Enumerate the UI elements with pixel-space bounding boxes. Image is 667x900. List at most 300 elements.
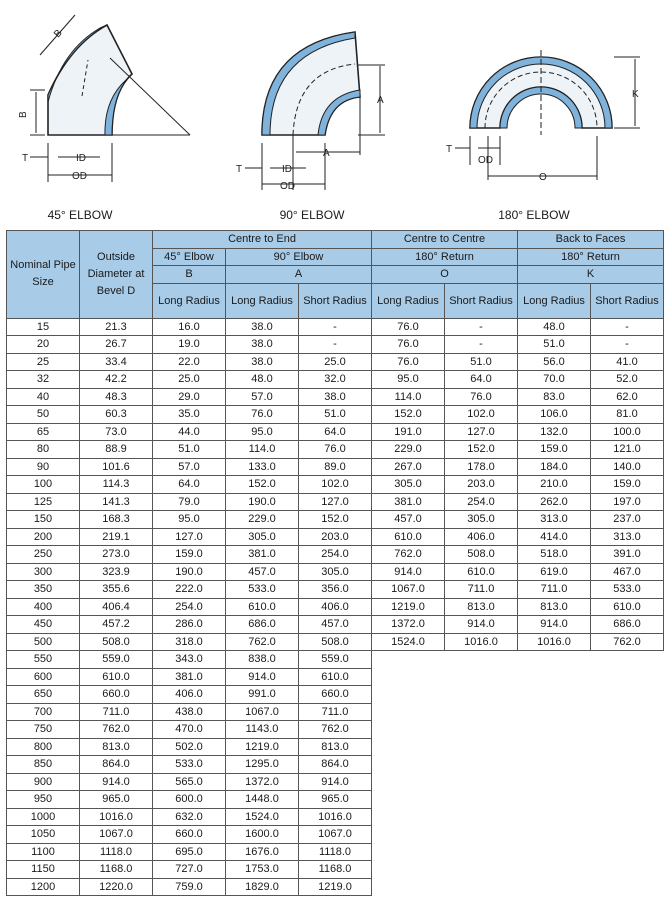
table-cell: 406.0 (445, 528, 518, 546)
table-cell: 914.0 (299, 773, 372, 791)
table-cell: 323.9 (80, 563, 153, 581)
table-cell: 711.0 (299, 703, 372, 721)
table-cell: 727.0 (153, 861, 226, 879)
table-cell: 80 (7, 441, 80, 459)
table-row (7, 423, 664, 441)
table-cell: 1753.0 (226, 861, 299, 879)
table-cell-empty (372, 808, 445, 826)
table-cell: 25 (7, 353, 80, 371)
header-90-elbow: 90° Elbow (226, 248, 372, 266)
table-row (7, 598, 664, 616)
table-cell: 90 (7, 458, 80, 476)
table-cell: 48.3 (80, 388, 153, 406)
table-cell: 114.3 (80, 476, 153, 494)
table-cell: 114.0 (372, 388, 445, 406)
table-cell: 89.0 (299, 458, 372, 476)
table-cell: 610.0 (591, 598, 664, 616)
table-cell: 502.0 (153, 738, 226, 756)
table-cell-empty (591, 651, 664, 669)
table-cell-empty (372, 738, 445, 756)
label-o: O (539, 172, 547, 183)
table-cell: 1016.0 (80, 808, 153, 826)
table-cell: 190.0 (226, 493, 299, 511)
table-cell: 60.3 (80, 406, 153, 424)
table-cell: 533.0 (226, 581, 299, 599)
table-cell: 254.0 (153, 598, 226, 616)
table-cell: 750 (7, 721, 80, 739)
table-cell: - (445, 318, 518, 336)
table-cell: 350 (7, 581, 80, 599)
table-row (7, 371, 664, 389)
table-row (7, 493, 664, 511)
table-cell: - (299, 336, 372, 354)
table-row (7, 563, 664, 581)
table-cell: 100.0 (591, 423, 664, 441)
table-cell: 559.0 (80, 651, 153, 669)
table-cell: 184.0 (518, 458, 591, 476)
table-cell: 29.0 (153, 388, 226, 406)
table-row (7, 336, 664, 354)
table-cell: 57.0 (153, 458, 226, 476)
table-cell: 632.0 (153, 808, 226, 826)
table-cell: 914.0 (226, 668, 299, 686)
table-cell: 600 (7, 668, 80, 686)
table-cell: 508.0 (80, 633, 153, 651)
table-cell: 700 (7, 703, 80, 721)
table-cell: 16.0 (153, 318, 226, 336)
table-cell: 57.0 (226, 388, 299, 406)
table-cell: 51.0 (153, 441, 226, 459)
table-cell: 914.0 (445, 616, 518, 634)
table-cell: 140.0 (591, 458, 664, 476)
table-cell: 1016.0 (445, 633, 518, 651)
table-cell: 610.0 (372, 528, 445, 546)
table-cell: 70.0 (518, 371, 591, 389)
table-cell-empty (518, 843, 591, 861)
label-a-vertical: A (377, 95, 384, 106)
table-cell: 1100 (7, 843, 80, 861)
table-row (7, 791, 664, 809)
header-short-radius: Short Radius (591, 283, 664, 318)
table-cell: 56.0 (518, 353, 591, 371)
table-cell-empty (372, 843, 445, 861)
table-cell-empty (372, 861, 445, 879)
table-cell: 22.0 (153, 353, 226, 371)
table-cell: 864.0 (299, 756, 372, 774)
table-cell: 1524.0 (372, 633, 445, 651)
table-cell: 508.0 (299, 633, 372, 651)
header-centre-to-end: Centre to End (153, 231, 372, 249)
table-cell: 762.0 (226, 633, 299, 651)
table-row (7, 843, 664, 861)
table-cell: 457.0 (299, 616, 372, 634)
table-cell: 1219.0 (226, 738, 299, 756)
table-cell: 1067.0 (226, 703, 299, 721)
header-symbol-o: O (372, 266, 518, 284)
table-cell: 813.0 (445, 598, 518, 616)
table-cell: 457.0 (372, 511, 445, 529)
table-row (7, 808, 664, 826)
table-cell: 762.0 (299, 721, 372, 739)
table-cell: 1200 (7, 878, 80, 896)
table-cell-empty (591, 756, 664, 774)
header-short-radius: Short Radius (445, 283, 518, 318)
table-cell: 1067.0 (80, 826, 153, 844)
table-cell: - (445, 336, 518, 354)
table-cell: 100 (7, 476, 80, 494)
header-180-return-o: 180° Return (372, 248, 518, 266)
table-cell: 550 (7, 651, 80, 669)
table-cell: 711.0 (80, 703, 153, 721)
table-cell: 38.0 (226, 318, 299, 336)
table-row (7, 353, 664, 371)
table-cell: 19.0 (153, 336, 226, 354)
table-cell: 610.0 (445, 563, 518, 581)
table-cell: 450 (7, 616, 80, 634)
table-cell: 305.0 (299, 563, 372, 581)
table-cell: 600.0 (153, 791, 226, 809)
table-cell: 32.0 (299, 371, 372, 389)
table-cell: 864.0 (80, 756, 153, 774)
table-cell: 127.0 (299, 493, 372, 511)
table-cell-empty (372, 651, 445, 669)
table-cell: 101.6 (80, 458, 153, 476)
table-cell-empty (518, 808, 591, 826)
table-cell: 686.0 (591, 616, 664, 634)
table-cell: 237.0 (591, 511, 664, 529)
table-cell: 152.0 (372, 406, 445, 424)
table-row (7, 616, 664, 634)
table-row (7, 738, 664, 756)
table-cell: 500 (7, 633, 80, 651)
header-symbol-k: K (518, 266, 664, 284)
table-cell-empty (591, 861, 664, 879)
table-cell: 65 (7, 423, 80, 441)
table-row (7, 826, 664, 844)
table-cell: 152.0 (299, 511, 372, 529)
elbow-diagrams (0, 0, 667, 208)
table-cell: 38.0 (226, 353, 299, 371)
table-cell: 64.0 (445, 371, 518, 389)
table-cell: 305.0 (445, 511, 518, 529)
table-cell: 991.0 (226, 686, 299, 704)
table-cell: 660.0 (153, 826, 226, 844)
dimensions-table (6, 230, 664, 896)
table-cell: 229.0 (226, 511, 299, 529)
table-cell: 610.0 (80, 668, 153, 686)
table-cell: 355.6 (80, 581, 153, 599)
table-cell: 1220.0 (80, 878, 153, 896)
table-cell-empty (372, 721, 445, 739)
elbow-45-drawing (30, 15, 190, 182)
table-cell: 114.0 (226, 441, 299, 459)
table-cell: 457.0 (226, 563, 299, 581)
table-cell: 273.0 (80, 546, 153, 564)
table-cell: 219.1 (80, 528, 153, 546)
caption-45-elbow: 45° ELBOW (47, 208, 113, 222)
table-cell: 1000 (7, 808, 80, 826)
table-cell: 1067.0 (372, 581, 445, 599)
table-cell: 1372.0 (372, 616, 445, 634)
table-row (7, 318, 664, 336)
elbow-90-drawing (245, 32, 385, 190)
table-cell-empty (372, 878, 445, 896)
label-id-90: ID (282, 164, 292, 175)
table-row (7, 406, 664, 424)
table-cell: 950 (7, 791, 80, 809)
table-cell: 1016.0 (518, 633, 591, 651)
table-cell: 305.0 (372, 476, 445, 494)
table-cell-empty (445, 721, 518, 739)
table-cell: 51.0 (518, 336, 591, 354)
table-cell: 610.0 (226, 598, 299, 616)
table-cell-empty (591, 686, 664, 704)
table-cell: 1016.0 (299, 808, 372, 826)
table-cell: 381.0 (372, 493, 445, 511)
table-cell: 20 (7, 336, 80, 354)
table-cell: 102.0 (299, 476, 372, 494)
table-cell: 191.0 (372, 423, 445, 441)
table-cell: 125 (7, 493, 80, 511)
table-cell: 42.2 (80, 371, 153, 389)
header-long-radius: Long Radius (518, 283, 591, 318)
table-cell: 313.0 (518, 511, 591, 529)
header-symbol-b: B (153, 266, 226, 284)
header-long-radius: Long Radius (153, 283, 226, 318)
table-cell: 127.0 (153, 528, 226, 546)
table-cell: 229.0 (372, 441, 445, 459)
table-cell: 48.0 (226, 371, 299, 389)
table-cell-empty (591, 738, 664, 756)
table-cell: 813.0 (80, 738, 153, 756)
table-cell: 159.0 (153, 546, 226, 564)
label-b-diagonal: B (52, 27, 65, 41)
table-cell: 121.0 (591, 441, 664, 459)
table-cell: 1168.0 (299, 861, 372, 879)
table-cell: 203.0 (299, 528, 372, 546)
table-cell: 62.0 (591, 388, 664, 406)
table-cell: 267.0 (372, 458, 445, 476)
table-cell: 965.0 (80, 791, 153, 809)
table-cell: 533.0 (153, 756, 226, 774)
label-od-180: OD (478, 155, 493, 166)
table-row (7, 651, 664, 669)
header-180-return-k: 180° Return (518, 248, 664, 266)
table-cell: 1168.0 (80, 861, 153, 879)
table-cell: 41.0 (591, 353, 664, 371)
table-cell: 25.0 (299, 353, 372, 371)
table-cell: 76.0 (445, 388, 518, 406)
table-cell: 813.0 (518, 598, 591, 616)
table-cell: 35.0 (153, 406, 226, 424)
table-row (7, 511, 664, 529)
table-cell-empty (445, 686, 518, 704)
table-row (7, 668, 664, 686)
table-row (7, 756, 664, 774)
table-cell-empty (372, 703, 445, 721)
table-cell: 102.0 (445, 406, 518, 424)
table-row (7, 458, 664, 476)
header-short-radius: Short Radius (299, 283, 372, 318)
table-cell: 51.0 (445, 353, 518, 371)
table-cell: 1372.0 (226, 773, 299, 791)
table-cell: 32 (7, 371, 80, 389)
table-cell: 1118.0 (80, 843, 153, 861)
table-cell-empty (372, 686, 445, 704)
table-cell: 660.0 (299, 686, 372, 704)
table-cell: 178.0 (445, 458, 518, 476)
table-cell-empty (445, 773, 518, 791)
table-cell: 33.4 (80, 353, 153, 371)
table-cell: 190.0 (153, 563, 226, 581)
table-cell-empty (591, 826, 664, 844)
table-cell-empty (518, 721, 591, 739)
table-cell-empty (591, 808, 664, 826)
table-cell-empty (372, 791, 445, 809)
table-cell-empty (518, 651, 591, 669)
table-cell: 1600.0 (226, 826, 299, 844)
table-cell: 1219.0 (299, 878, 372, 896)
table-cell: 76.0 (299, 441, 372, 459)
table-cell: 88.9 (80, 441, 153, 459)
table-cell-empty (591, 703, 664, 721)
table-cell: 83.0 (518, 388, 591, 406)
table-cell: 762.0 (372, 546, 445, 564)
table-cell: - (299, 318, 372, 336)
table-cell: 470.0 (153, 721, 226, 739)
table-cell: 759.0 (153, 878, 226, 896)
table-cell: 391.0 (591, 546, 664, 564)
table-cell: 300 (7, 563, 80, 581)
table-cell-empty (591, 843, 664, 861)
table-cell-empty (518, 703, 591, 721)
table-cell: - (591, 336, 664, 354)
table-cell-empty (518, 861, 591, 879)
table-cell: 619.0 (518, 563, 591, 581)
table-cell-empty (445, 651, 518, 669)
table-cell: 414.0 (518, 528, 591, 546)
table-cell: 813.0 (299, 738, 372, 756)
table-cell: 21.3 (80, 318, 153, 336)
table-cell: 381.0 (226, 546, 299, 564)
table-cell: 850 (7, 756, 80, 774)
table-cell: 900 (7, 773, 80, 791)
header-symbol-a: A (226, 266, 372, 284)
header-centre-to-centre: Centre to Centre (372, 231, 518, 249)
table-cell: 1524.0 (226, 808, 299, 826)
table-cell: 159.0 (591, 476, 664, 494)
table-cell-empty (445, 738, 518, 756)
table-row (7, 546, 664, 564)
table-cell: 1219.0 (372, 598, 445, 616)
header-outside-diameter: Outside Diameter at Bevel D (80, 231, 153, 319)
table-cell: 79.0 (153, 493, 226, 511)
table-cell-empty (445, 756, 518, 774)
table-cell: 356.0 (299, 581, 372, 599)
table-cell: 51.0 (299, 406, 372, 424)
table-cell: 406.0 (299, 598, 372, 616)
table-cell: 76.0 (226, 406, 299, 424)
table-cell: 262.0 (518, 493, 591, 511)
table-cell: 203.0 (445, 476, 518, 494)
table-cell: 508.0 (445, 546, 518, 564)
table-cell: 159.0 (518, 441, 591, 459)
table-cell-empty (518, 668, 591, 686)
table-row (7, 476, 664, 494)
table-row (7, 633, 664, 651)
table-cell: 141.3 (80, 493, 153, 511)
caption-90-elbow: 90° ELBOW (279, 208, 345, 222)
table-cell-empty (445, 808, 518, 826)
table-cell: 1829.0 (226, 878, 299, 896)
table-cell-empty (518, 738, 591, 756)
table-cell-empty (518, 756, 591, 774)
table-row (7, 773, 664, 791)
table-cell-empty (445, 878, 518, 896)
table-cell: 343.0 (153, 651, 226, 669)
table-row (7, 581, 664, 599)
table-cell: 25.0 (153, 371, 226, 389)
table-cell: 800 (7, 738, 80, 756)
table-cell: 914.0 (80, 773, 153, 791)
table-cell: 132.0 (518, 423, 591, 441)
table-row (7, 878, 664, 896)
table-cell: 286.0 (153, 616, 226, 634)
table-cell-empty (445, 703, 518, 721)
table-cell: 762.0 (591, 633, 664, 651)
label-id-45: ID (76, 153, 86, 164)
table-row (7, 441, 664, 459)
table-cell: 1448.0 (226, 791, 299, 809)
header-long-radius: Long Radius (226, 283, 299, 318)
table-cell-empty (591, 878, 664, 896)
table-cell: 50 (7, 406, 80, 424)
table-cell-empty (591, 668, 664, 686)
label-t-45: T (22, 153, 29, 164)
header-long-radius: Long Radius (372, 283, 445, 318)
table-cell: 76.0 (372, 318, 445, 336)
table-cell: 1067.0 (299, 826, 372, 844)
caption-180-elbow: 180° ELBOW (498, 208, 570, 222)
table-cell: 518.0 (518, 546, 591, 564)
table-cell: 467.0 (591, 563, 664, 581)
table-cell: 381.0 (153, 668, 226, 686)
table-cell-empty (372, 668, 445, 686)
table-cell-empty (372, 756, 445, 774)
table-cell: 106.0 (518, 406, 591, 424)
table-cell-empty (518, 773, 591, 791)
table-cell: 1150 (7, 861, 80, 879)
table-cell: 610.0 (299, 668, 372, 686)
table-row (7, 528, 664, 546)
table-cell: 44.0 (153, 423, 226, 441)
header-nominal-pipe-size: Nominal Pipe Size (7, 231, 80, 319)
table-cell: 40 (7, 388, 80, 406)
table-cell: 762.0 (80, 721, 153, 739)
table-cell: 76.0 (372, 353, 445, 371)
table-cell: 1050 (7, 826, 80, 844)
table-row (7, 721, 664, 739)
table-cell-empty (445, 843, 518, 861)
table-cell: 565.0 (153, 773, 226, 791)
table-cell: 76.0 (372, 336, 445, 354)
table-header (7, 231, 664, 319)
table-cell: 38.0 (299, 388, 372, 406)
table-body (7, 318, 664, 896)
table-cell: 52.0 (591, 371, 664, 389)
table-cell: 133.0 (226, 458, 299, 476)
table-cell: 254.0 (445, 493, 518, 511)
